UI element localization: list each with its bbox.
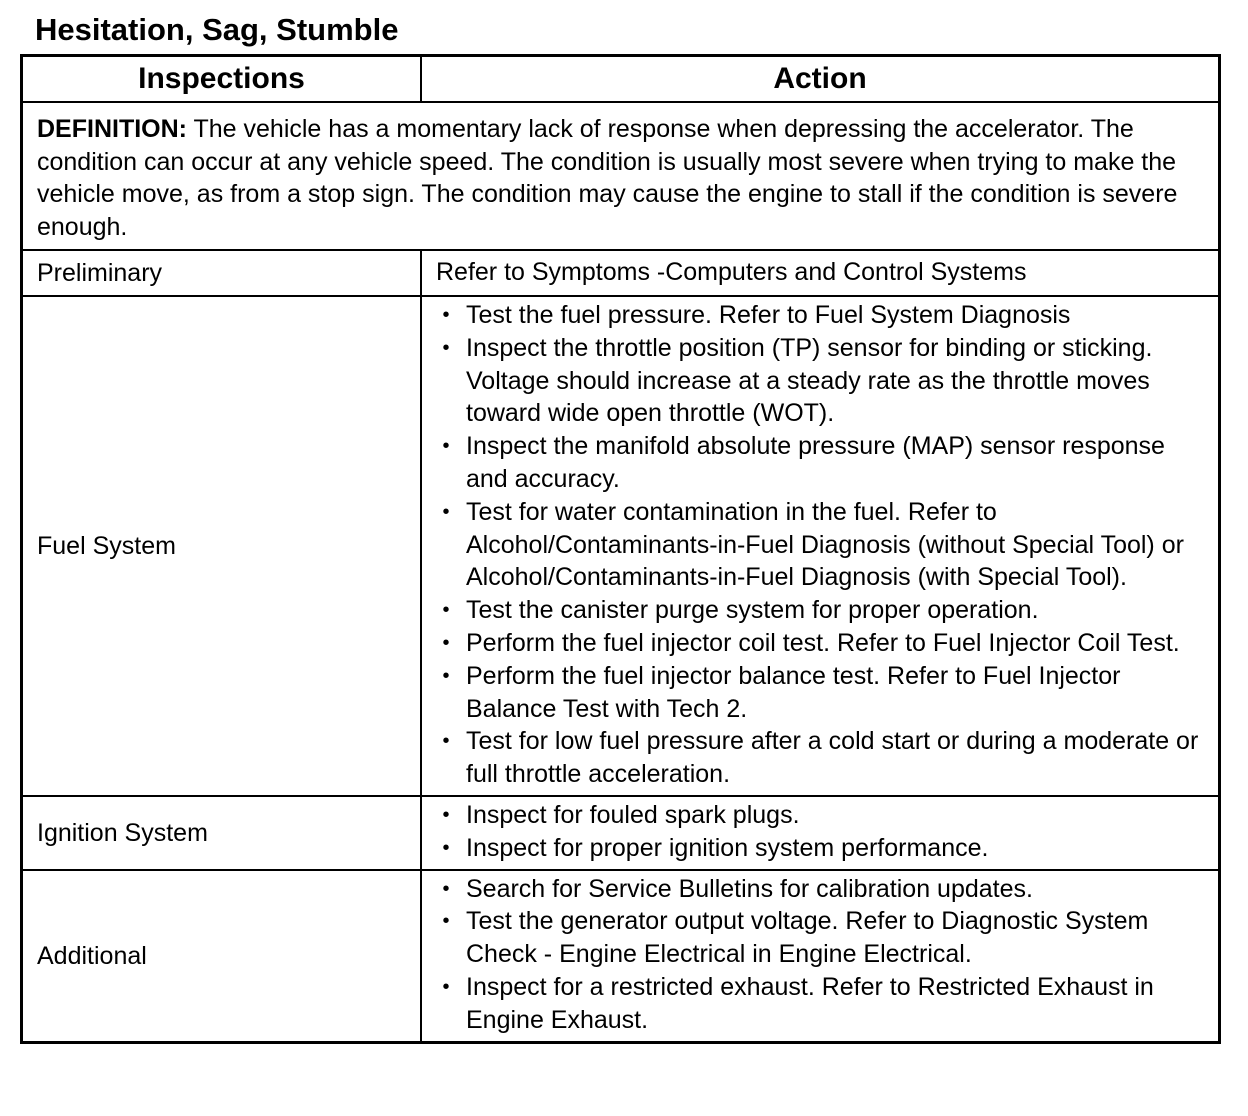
- list-item-text: Perform the fuel injector balance test. Refer to Fuel Injector Balance Test with Tech 2.: [466, 661, 1121, 723]
- list-item-text: Test for water contamination in the fuel. Refer to Alcohol/Contaminants-in-Fuel Diagnosis (without Special Tool) or Alcohol/Contaminants-in-Fuel Diagnosis (with Special Tool).: [466, 497, 1184, 592]
- bullet-icon: •: [442, 599, 450, 622]
- list-item: [436, 725, 1210, 791]
- table-row: [22, 796, 1220, 870]
- inspection-cell-ignition-system: Ignition System: [22, 796, 422, 870]
- action-cell-preliminary: Refer to Symptoms -Computers and Control Systems: [421, 250, 1220, 296]
- definition-cell: [22, 102, 1220, 250]
- bullet-icon: •: [442, 730, 450, 753]
- bullet-icon: •: [442, 803, 450, 826]
- list-item-text: Test the fuel pressure. Refer to Fuel System Diagnosis: [466, 301, 1071, 329]
- bullet-icon: •: [442, 304, 450, 326]
- inspection-cell-additional: Additional: [22, 870, 422, 1042]
- list-item-text: Inspect for proper ignition system performance.: [466, 833, 989, 862]
- list-item: [436, 832, 1210, 865]
- list-item-text: Test for low fuel pressure after a cold start or during a moderate or full throttle acceleration.: [466, 727, 1199, 789]
- table-header-row: [22, 56, 1220, 103]
- list-item-text: Perform the fuel injector coil test. Refer to Fuel Injector Coil Test.: [466, 628, 1180, 657]
- header-inspections: Inspections: [22, 56, 422, 103]
- bullet-icon: •: [442, 500, 450, 523]
- list-item-text: Search for Service Bulletins for calibration updates.: [466, 874, 1033, 903]
- bullet-icon: •: [442, 836, 450, 859]
- bullet-icon: •: [442, 435, 450, 458]
- list-item: [436, 430, 1210, 496]
- definition-label: DEFINITION:: [37, 115, 187, 143]
- list-item: [436, 905, 1210, 971]
- list-item: [436, 799, 1210, 832]
- list-item: [436, 594, 1210, 627]
- bullet-icon: •: [442, 877, 450, 900]
- list-item-text: Test the canister purge system for proper operation.: [466, 596, 1039, 625]
- bullet-list: [436, 799, 1210, 865]
- list-item: [436, 496, 1210, 594]
- header-action: Action: [421, 56, 1220, 103]
- inspection-cell-fuel-system: Fuel System: [22, 296, 422, 796]
- list-item: [436, 627, 1210, 660]
- list-item-text: Inspect the throttle position (TP) sensor for binding or sticking. Voltage should increase at a steady rate as the throttle moves toward wide open throttle (WOT).: [466, 333, 1153, 428]
- list-item-text: Inspect the manifold absolute pressure (MAP) sensor response and accuracy.: [466, 432, 1165, 493]
- definition-text: The vehicle has a momentary lack of response when depressing the accelerator. The condition can occur at any vehicle speed. The condition is usually most severe when trying to make the vehicle move, as from a stop sign. The condition may cause the engine to stall if the condition is severe enough.: [37, 115, 1178, 241]
- table-row: [22, 296, 1220, 796]
- list-item-text: Inspect for fouled spark plugs.: [466, 800, 800, 829]
- bullet-icon: •: [442, 975, 450, 998]
- bullet-list: [436, 873, 1210, 1037]
- table-row: [22, 870, 1220, 1042]
- page-title: Hesitation, Sag, Stumble: [35, 12, 399, 47]
- bullet-icon: •: [442, 664, 450, 687]
- list-item: [436, 299, 1210, 332]
- list-item: [436, 971, 1210, 1037]
- bullet-icon: •: [442, 631, 450, 654]
- action-cell-ignition-system: [421, 796, 1220, 870]
- bullet-icon: •: [442, 910, 450, 933]
- list-item: [436, 332, 1210, 430]
- diagnosis-table: [20, 54, 1221, 1044]
- list-item: [436, 873, 1210, 906]
- action-cell-fuel-system: [421, 296, 1220, 796]
- definition-row: [22, 102, 1220, 250]
- list-item-text: Test the generator output voltage. Refer to Diagnostic System Check - Engine Electrical in Engine Electrical.: [466, 907, 1149, 969]
- action-cell-additional: [421, 870, 1220, 1042]
- bullet-icon: •: [442, 336, 450, 359]
- table-row: [22, 250, 1220, 296]
- list-item: [436, 660, 1210, 726]
- list-item-text: Inspect for a restricted exhaust. Refer to Restricted Exhaust in Engine Exhaust.: [466, 972, 1154, 1034]
- bullet-list: [436, 299, 1210, 791]
- inspection-cell-preliminary: Preliminary: [22, 250, 422, 296]
